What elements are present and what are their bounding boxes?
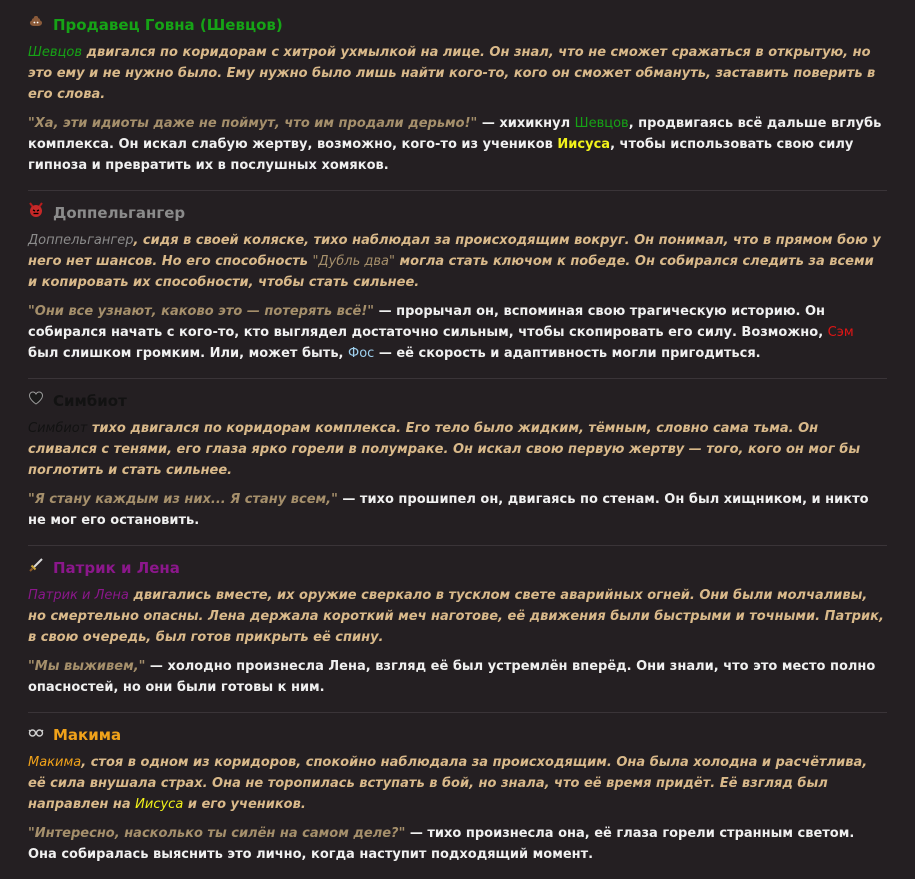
dialogue [28,656,887,698]
title-text: Симбиот [53,391,127,410]
character-name: Макима [28,755,82,770]
dialogue [28,823,887,865]
character-name: Шевцов [28,45,83,60]
title-text: Доппельгангер [53,203,186,222]
character-block-shevtsov [28,12,887,190]
dialogue-text: был слишком громким. Или, может быть, [28,346,349,361]
sword-icon [28,557,46,578]
narration [28,585,887,648]
character-title [28,390,887,411]
character-name: Патрик и Лена [28,588,129,603]
character-name: Симбиот [28,421,88,436]
character-name-sam: Сэм [827,325,854,340]
narration-text: двигались вместе, их оружие сверкало в тусклом свете аварийных огней. Они были молчаливы, но смертельно опасны. Лена держала короткий меч наготове, её движения были быстрыми и точными. Патрик, в свою очередь, был готов прикрыть её спину. [28,588,884,645]
dialogue-text: — её скорость и адаптивность могли пригодиться. [374,346,761,361]
dialogue [28,301,887,364]
character-name-jesus: Иисуса [557,137,611,152]
character-title [28,202,887,223]
dialogue-text: — хихикнул [477,116,575,131]
dialogue-text: — тихо произнесла она, её глаза горели странным светом. Она собиралась выяснить это лично, когда наступит подходящий момент. [28,826,855,862]
narration-text: тихо двигался по коридорам комплекса. Его тело было жидким, тёмным, словно сама тьма. Он сливался с тенями, его глаза ярко горели в полумраке. Он искал свою первую жертву — того, кого он мог бы поглотить и стать сильнее. [28,421,861,478]
narration-text: могла стать ключом к победе. Он собирался следить за всеми и копировать их способности, чтобы стать сильнее. [28,254,874,290]
character-block-patrick-lena [28,545,887,712]
black-heart-icon [28,390,46,411]
character-title [28,14,887,35]
narration-text: , сидя в своей коляске, тихо наблюдал за происходящим вокруг. Он понимал, что в прямом бою у него нет шансов. Но его способность [28,233,881,269]
character-block-symbiote [28,378,887,545]
quote-text: "Мы выживем," [28,659,146,674]
quote-text: "Интересно, насколько ты силён на самом деле?" [28,826,406,841]
title-text: Макима [53,725,122,744]
poop-icon [28,14,46,35]
devil-face-icon [28,202,46,223]
dialogue-text: — холодно произнесла Лена, взгляд её был устремлён вперёд. Они знали, что это место полно опасностей, но они были готовы к ним. [28,659,876,695]
character-block-makima [28,712,887,879]
quote-text: "Ха, эти идиоты даже не поймут, что им продали дерьмо!" [28,116,478,131]
narration-text: и его учеников. [183,797,306,812]
dialogue-text: , чтобы использовать свою силу гипноза и превратить их в послушных хомяков. [28,137,854,173]
dialogue-text: — прорычал он, вспоминая свою трагическую историю. Он собирался начать с кого-то, кто выглядел достаточно сильным, чтобы скопировать его силу. Возможно, [28,304,828,340]
character-block-doppelganger [28,190,887,378]
dialogue [28,113,887,176]
quote-text: "Они все узнают, каково это — потерять всё!" [28,304,375,319]
title-text: Патрик и Лена [53,558,180,577]
narration [28,752,887,815]
dialogue-text: — тихо прошипел он, двигаясь по стенам. Он был хищником, и никто не мог его остановить. [28,492,869,528]
character-name-fos: Фос [348,346,375,361]
glasses-icon [28,724,46,745]
narration [28,230,887,293]
narration [28,42,887,105]
ability-name: "Дубль два" [312,254,395,269]
dialogue-text: , продвигаясь всё дальше вглубь комплекса. Он искал слабую жертву, возможно, кого-то из учеников [28,116,882,152]
dialogue [28,489,887,531]
title-text: Продавец Говна (Шевцов) [53,15,283,34]
narration-text: двигался по коридорам с хитрой ухмылкой на лице. Он знал, что не сможет сражаться в открытую, но это ему и не нужно было. Ему нужно было лишь найти кого-то, кого он сможет обмануть, заставить поверить в его слова. [28,45,876,102]
narration-text: , стоя в одном из коридоров, спокойно наблюдала за происходящим. Она была холодна и расчётлива, её сила внушала страх. Она не торопилась вступать в бой, но знала, что её время придёт. Её взгляд был направлен на [28,755,868,812]
character-name-jesus: Иисуса [135,797,184,812]
character-title [28,724,887,745]
quote-text: "Я стану каждым из них... Я стану всем," [28,492,338,507]
character-name: Доппельгангер [28,233,134,248]
character-name: Шевцов [574,116,629,131]
narration [28,418,887,481]
character-title [28,557,887,578]
